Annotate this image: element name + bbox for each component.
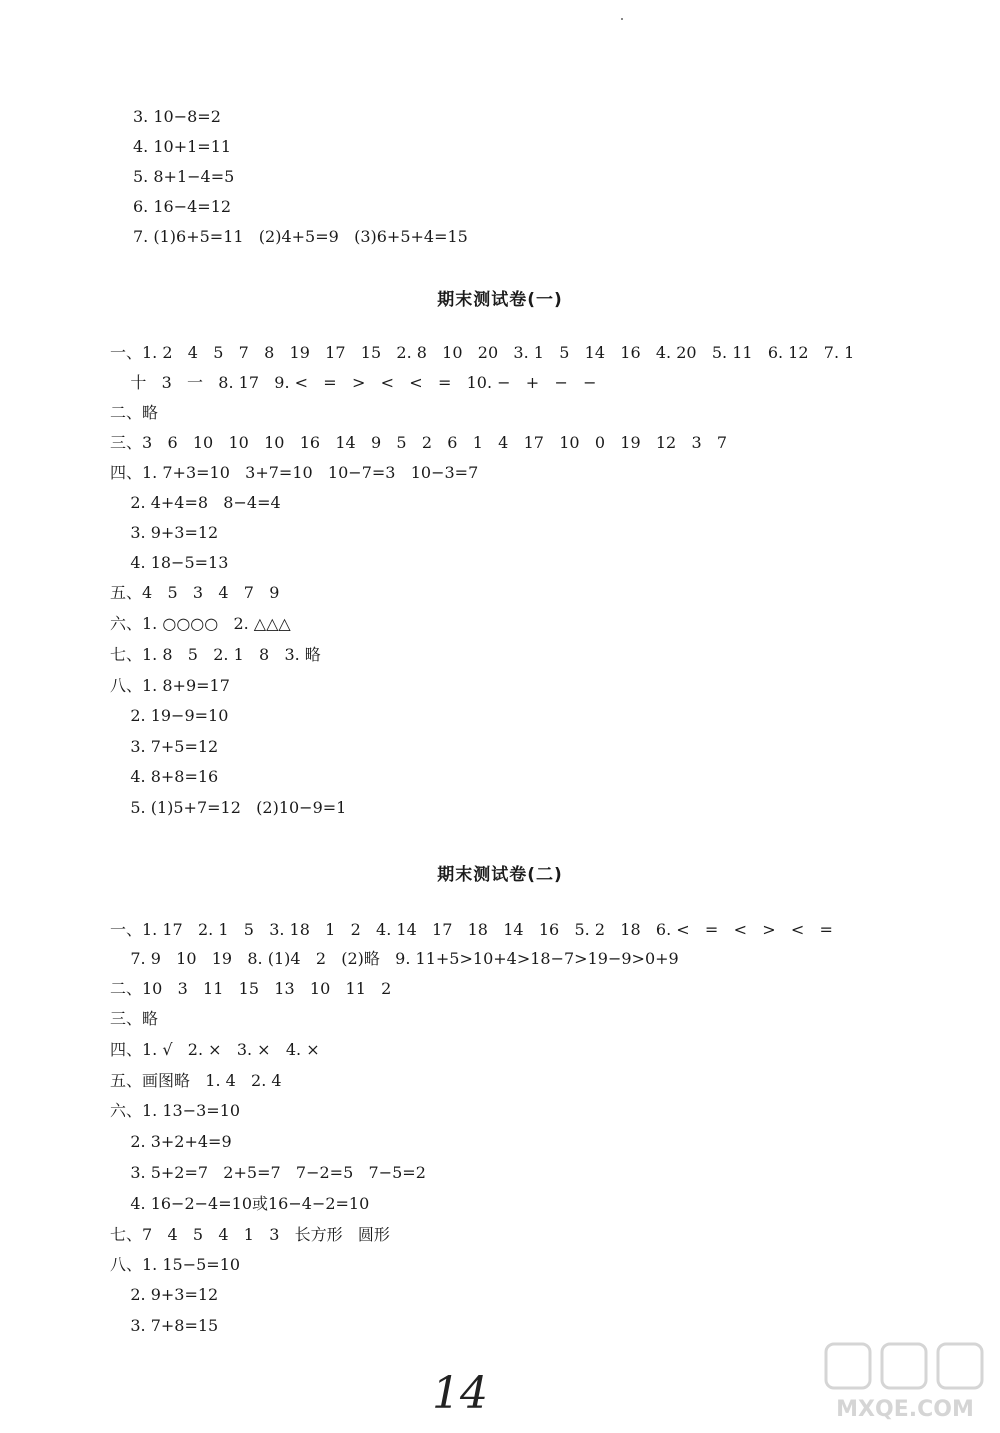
answer-line: 一、1. 17 2. 1 5 3. 18 1 2 4. 14 17 18 14 16 5. 2 18 6. < = < > < = bbox=[110, 920, 833, 939]
answer-line: 2. 19−9=10 bbox=[110, 706, 229, 725]
answer-line: 五、4 5 3 4 7 9 bbox=[110, 583, 280, 602]
answer-line: 3. 10−8=2 bbox=[133, 107, 221, 126]
answer-line: 5. (1)5+7=12 (2)10−9=1 bbox=[110, 798, 347, 817]
answer-line: 六、1. 13−3=10 bbox=[110, 1101, 241, 1120]
answer-line: 四、1. 7+3=10 3+7=10 10−7=3 10−3=7 bbox=[110, 463, 479, 482]
answer-line: 七、7 4 5 4 1 3 长方形 圆形 bbox=[110, 1225, 390, 1244]
answer-line: 二、10 3 11 15 13 10 11 2 bbox=[110, 979, 392, 998]
answer-line: 二、略 bbox=[110, 403, 159, 422]
answer-line: 3. 7+8=15 bbox=[110, 1316, 219, 1335]
answer-line: 三、略 bbox=[110, 1009, 159, 1028]
answer-line: 3. 9+3=12 bbox=[110, 523, 219, 542]
answer-line: 4. 16−2−4=10或16−4−2=10 bbox=[110, 1194, 370, 1213]
answer-line: 六、1. ○○○○ 2. △△△ bbox=[110, 614, 291, 633]
answer-line: 4. 8+8=16 bbox=[110, 767, 219, 786]
section-title-test2: 期末测试卷(二) bbox=[437, 865, 563, 885]
answer-line: 八、1. 15−5=10 bbox=[110, 1255, 241, 1274]
answer-line: 2. 4+4=8 8−4=4 bbox=[110, 493, 281, 512]
answer-line: 6. 16−4=12 bbox=[133, 197, 232, 216]
answer-line: 7. (1)6+5=11 (2)4+5=9 (3)6+5+4=15 bbox=[133, 227, 468, 246]
answer-line: 七、1. 8 5 2. 1 8 3. 略 bbox=[110, 645, 321, 664]
answer-line: 4. 18−5=13 bbox=[110, 553, 229, 572]
watermark-logo bbox=[818, 1338, 993, 1426]
answer-line: 三、3 6 10 10 10 16 14 9 5 2 6 1 4 17 10 0 19 12 3 7 bbox=[110, 433, 728, 452]
answer-line: 五、画图略 1. 4 2. 4 bbox=[110, 1071, 282, 1090]
answer-line: 2. 9+3=12 bbox=[110, 1285, 219, 1304]
section-title-test1: 期末测试卷(一) bbox=[437, 290, 563, 310]
answer-line: 2. 3+2+4=9 bbox=[110, 1132, 232, 1151]
answer-line: 4. 10+1=11 bbox=[133, 137, 232, 156]
answer-line: 一、1. 2 4 5 7 8 19 17 15 2. 8 10 20 3. 1 5 14 16 4. 20 5. 11 6. 12 7. 1 bbox=[110, 343, 855, 362]
answer-line: 四、1. √ 2. × 3. × 4. × bbox=[110, 1040, 320, 1059]
handwritten-page-number: 14 bbox=[432, 1368, 488, 1419]
answer-line: 3. 5+2=7 2+5=7 7−2=5 7−5=2 bbox=[110, 1163, 426, 1182]
answer-line: 八、1. 8+9=17 bbox=[110, 676, 230, 695]
watermark-text: MXQE.COM bbox=[836, 1397, 974, 1422]
answer-line: 5. 8+1−4=5 bbox=[133, 167, 235, 186]
answer-line: 7. 9 10 19 8. (1)4 2 (2)略 9. 11+5>10+4>18−7>19−9>0+9 bbox=[110, 949, 679, 968]
scan-speck bbox=[621, 18, 623, 20]
answer-line: 3. 7+5=12 bbox=[110, 737, 219, 756]
answer-line: 十 3 一 8. 17 9. < = > < < = 10. − + − − bbox=[110, 373, 597, 392]
